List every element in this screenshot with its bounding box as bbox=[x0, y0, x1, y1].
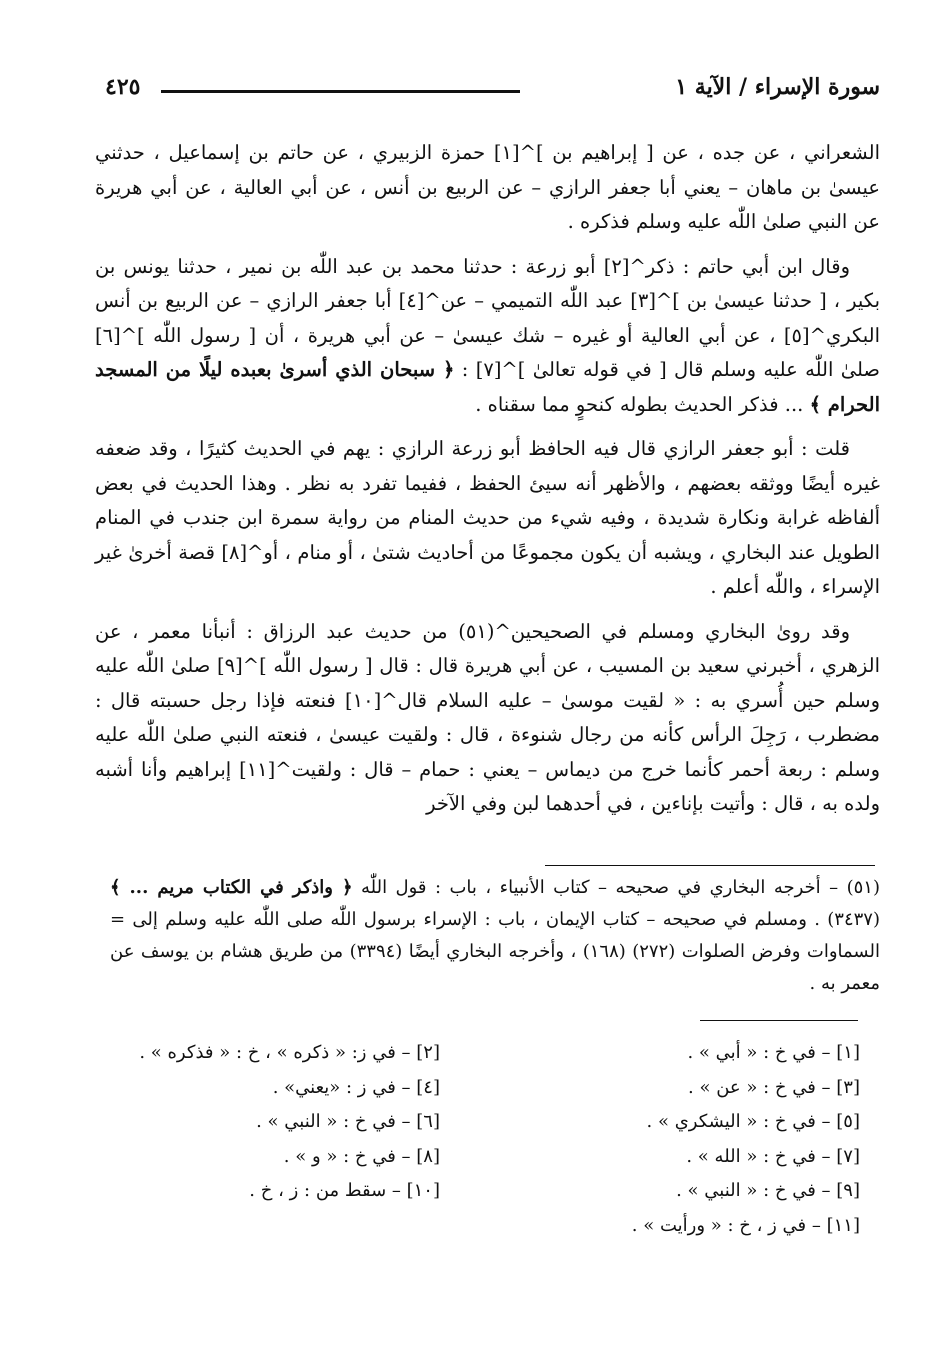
footnote-51-verse: ﴿ واذكر في الكتاب مريم ... ﴾ bbox=[110, 877, 353, 898]
header-rule bbox=[161, 90, 520, 93]
note-item: [٥] – في خ : « اليشكري » . bbox=[646, 1111, 860, 1132]
note-item: [٣] – في خ : « عن » . bbox=[688, 1076, 860, 1098]
page-header bbox=[105, 68, 880, 108]
note-item: [١] – في خ : « أبي » . bbox=[687, 1042, 860, 1063]
footnote-51-text-cont: (٣٤٣٧) . ومسلم في صحيحه – كتاب الإيمان ، باب : الإسراء برسول اللّٰه صلى اللّٰه عليه وسلم إلى = السماوات وفرض الصلوات (٢٧٢) (١٦٨) ، وأخرجه البخاري أيضًا (٣٣٩٤) من طريق هشام بن يوسف عن معمر به . bbox=[110, 909, 880, 994]
paragraph-1: الشعراني ، عن جده ، عن [ إبراهيم بن ]^[١] حمزة الزبيري ، عن حاتم بن إسماعيل ، حدثني عيسىٰ بن ماهان – يعني أبا جعفر الرازي – عن الربيع بن أنس ، عن أبي العالية ، عن أبي هريرة عن النبي صلىٰ اللّٰه عليه وسلم فذكره . bbox=[95, 141, 880, 233]
note-item: [٧] – في خ : « الله » . bbox=[686, 1145, 860, 1167]
footnote-51-text: (٥١) – أخرجه البخاري في صحيحه – كتاب الأنبياء ، باب : قول اللّٰه bbox=[360, 877, 880, 898]
paragraph-3: قلت : أبو جعفر الرازي قال فيه الحافظ أبو زرعة الرازي : يهم في الحديث كثيرًا ، وقد ضعفه غيره أيضًا ووثقه بعضهم ، والأظهر أنه سيئ الحفظ ، ففيما تفرد به نظر . وهذا الحديث في بعض ألفاظه غرابة ونكارة شديدة ، وفيه شيء من حديث المنام من رواية سمرة ابن جندب في المنام الطويل عند البخاري ، ويشبه أن يكون مجموعًا من أحاديث شتىٰ ، أو منام ، أو^[٨] قصة أخرىٰ غير الإسراء ، واللّٰه أعلم . bbox=[95, 437, 880, 598]
notes-column-left bbox=[100, 1036, 440, 1209]
main-text bbox=[95, 136, 880, 832]
paragraph-4: وقد روىٰ البخاري ومسلم في الصحيحين^(٥١) من حديث عبد الرزاق : أنبأنا معمر ، عن الزهري ، أخبرني سعيد بن المسيب ، عن أبي هريرة قال : قال [ رسول اللّٰه ]^[٩] صلىٰ اللّٰه عليه وسلم حين أُسري به : « لقيت موسىٰ – عليه السلام قال^[١٠] فنعته فإذا رجل حسبته قال : مضطرب ، رَجِلَ الرأس كأنه من رجال شنوءة ، قال : ولقيت عيسىٰ ، فنعته النبي صلىٰ اللّٰه عليه وسلم : ربعة أحمر كأنما خرج من ديماس – يعني : حمام – قال : ولقيت^[١١] إبراهيم وأنا أشبه ولده به ، قال : وأتيت بإناءين ، في أحدهما لبن وفي الآخر bbox=[95, 619, 881, 815]
footnote-rule bbox=[545, 865, 875, 866]
note-item: [٨] – في خ : « و » . bbox=[283, 1145, 440, 1167]
paragraph-2 bbox=[95, 250, 880, 423]
note-item: [٤] – في ز : «يعني» . bbox=[272, 1076, 440, 1098]
paragraph-2-text: وقال ابن أبي حاتم : ذكر^[٢] أبو زرعة : حدثنا محمد بن عبد اللّٰه بن نمير ، حدثنا يونس بن بكير ، [ حدثنا عيسىٰ بن ]^[٣] عبد اللّٰه التميمي – عن^[٤] أبا جعفر الرازي – عن الربيع بن أنس البكري^[٥] ، عن أبي العالية أو غيره – شك عيسىٰ – عن أبي هريرة ، أن [ رسول اللّٰه ]^[٦] صلىٰ اللّٰه عليه وسلم قال [ في قوله تعالىٰ ]^[٧] : bbox=[95, 254, 880, 381]
footnote-51 bbox=[110, 872, 880, 1000]
running-title: سورة الإسراء / الآية ١ bbox=[675, 74, 880, 100]
note-item: [٦] – في خ : « النبي » . bbox=[256, 1111, 440, 1132]
notes-rule bbox=[700, 1020, 858, 1021]
quran-verse: ﴿ سبحان الذي أسرىٰ بعبده ليلًا من المسجد الحرام ﴾ bbox=[95, 358, 880, 416]
note-item: [٢] – في ز: « ذكره » ، خ : « فذكره » . bbox=[139, 1042, 440, 1063]
note-item: [١١] – في ز ، خ : « ورأيت » . bbox=[631, 1214, 860, 1236]
notes-column-right bbox=[480, 1036, 860, 1243]
note-item: [٩] – في خ : « النبي » . bbox=[676, 1180, 860, 1201]
manuscript-notes bbox=[110, 1036, 880, 1246]
paragraph-2-end: ... فذكر الحديث بطوله كنحوٍ مما سقناه . bbox=[475, 392, 804, 416]
page-number: ٤٢٥ bbox=[105, 74, 141, 100]
note-item: [١٠] – سقط من : ز ، خ . bbox=[249, 1180, 440, 1201]
